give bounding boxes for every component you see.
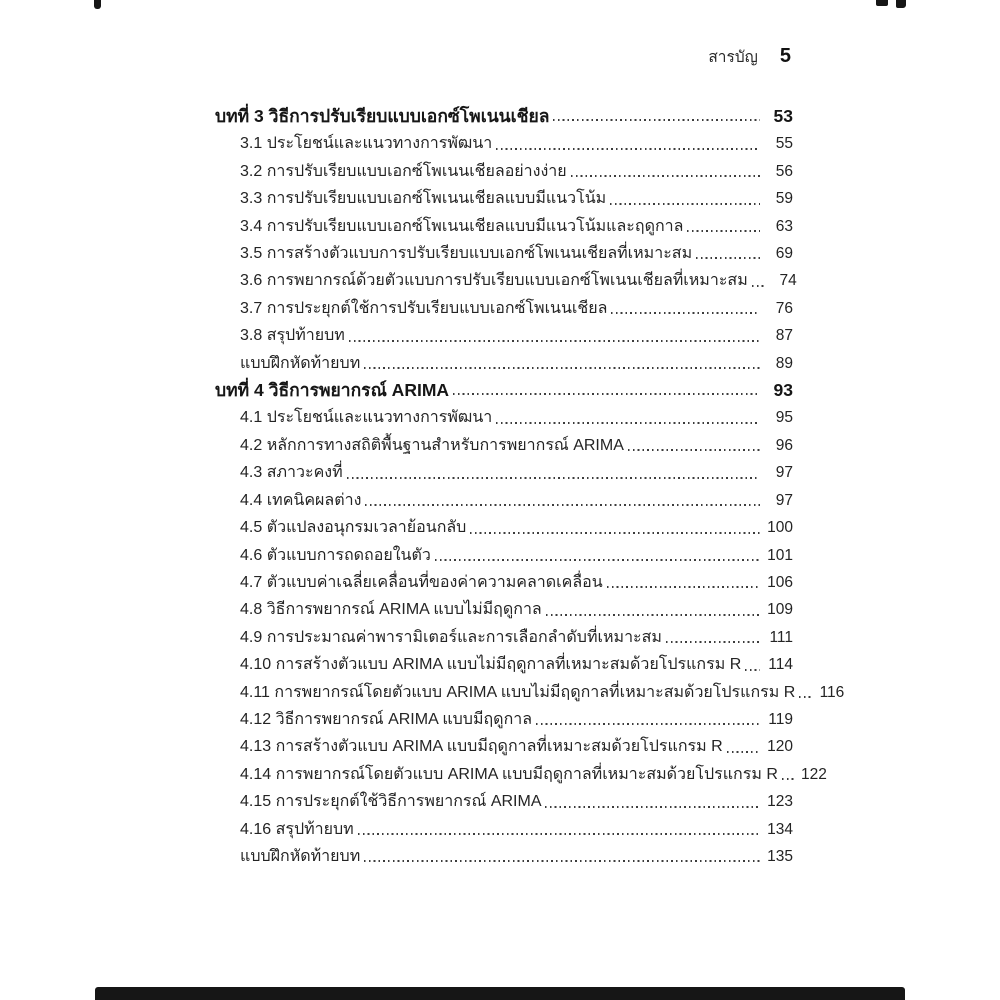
chapter-page: 93 (773, 380, 793, 401)
dot-leader (799, 696, 811, 698)
entry-label: 4.3 สภาวะคงที่ (240, 464, 343, 482)
entry-label: 4.15 การประยุกต์ใช้วิธีการพยากรณ์ ARIMA (240, 793, 542, 811)
entry-label: 4.5 ตัวแปลงอนุกรมเวลาย้อนกลับ (240, 519, 467, 537)
dot-leader (752, 285, 764, 287)
entry-page: 97 (775, 464, 793, 482)
dot-leader (745, 669, 760, 671)
entry-page: 100 (767, 519, 793, 537)
scan-edge-top-right-2 (896, 0, 906, 8)
scan-edge-top-right (876, 0, 888, 6)
entry-page: 106 (767, 573, 793, 591)
dot-leader (496, 422, 760, 424)
toc-entry-row (215, 487, 793, 514)
running-head (215, 44, 793, 69)
dot-leader (571, 175, 760, 177)
dot-leader (364, 860, 760, 862)
entry-label: 4.1 ประโยชน์และแนวทางการพัฒนา (240, 409, 493, 427)
entry-label: 4.11 การพยากรณ์โดยตัวแบบ ARIMA แบบไม่มีฤดูกาลที่เหมาะสมด้วยโปรแกรม R (240, 683, 796, 701)
toc-entry-row (215, 295, 793, 322)
dot-leader (349, 340, 760, 342)
entry-label: 3.8 สรุปท้ายบท (240, 327, 345, 345)
toc-entry-row (215, 651, 793, 678)
toc-entry-row (215, 542, 793, 569)
entry-label: 3.5 การสร้างตัวแบบการปรับเรียบแบบเอกซ์โพเนนเชียลที่เหมาะสม (240, 245, 693, 263)
dot-leader (536, 723, 760, 725)
toc-entry-row (215, 130, 793, 157)
entry-label: 3.2 การปรับเรียบแบบเอกซ์โพเนนเชียลอย่างง่าย (240, 162, 567, 180)
entry-page: 89 (775, 354, 793, 372)
dot-leader (470, 532, 760, 534)
entry-page: 111 (769, 628, 793, 646)
entry-page: 69 (775, 245, 793, 263)
dot-leader (607, 586, 760, 588)
dot-leader (453, 393, 760, 395)
entry-label: 4.12 วิธีการพยากรณ์ ARIMA แบบมีฤดูกาล (240, 710, 533, 728)
toc-entry-row (215, 350, 793, 377)
dot-leader (435, 559, 760, 561)
scan-edge-bottom-bar (95, 987, 905, 1000)
toc-entry-row (215, 761, 827, 788)
toc-entry-row (215, 404, 793, 431)
chapter-entries (215, 404, 845, 870)
entry-label: 3.4 การปรับเรียบแบบเอกซ์โพเนนเชียลแบบมีแนวโน้มและฤดูกาล (240, 217, 684, 235)
chapter-entries (215, 130, 797, 377)
entry-page: 134 (767, 820, 793, 838)
entry-page: 116 (819, 683, 845, 701)
toc-entry-row (215, 322, 793, 349)
dot-leader (628, 449, 760, 451)
toc-entry-row (215, 459, 793, 486)
running-head-title: สารบัญ (708, 49, 758, 66)
entry-page: 63 (775, 217, 793, 235)
entry-page: 135 (767, 847, 793, 865)
chapter-title: บทที่ 4 วิธีการพยากรณ์ ARIMA (215, 380, 450, 401)
dot-leader (610, 203, 760, 205)
entry-label: 3.1 ประโยชน์และแนวทางการพัฒนา (240, 135, 493, 153)
entry-page: 97 (775, 491, 793, 509)
entry-label: 4.14 การพยากรณ์โดยตัวแบบ ARIMA แบบมีฤดูกาลที่เหมาะสมด้วยโปรแกรม R (240, 765, 778, 783)
entry-page: 74 (779, 272, 797, 290)
entry-page: 101 (767, 546, 793, 564)
dot-leader (546, 614, 760, 616)
entry-label: 3.7 การประยุกต์ใช้การปรับเรียบแบบเอกซ์โพเนนเชียล (240, 299, 608, 317)
toc-entry-row (215, 514, 793, 541)
entry-label: 3.6 การพยากรณ์ด้วยตัวแบบการปรับเรียบแบบเอกซ์โพเนนเชียลที่เหมาะสม (240, 272, 748, 290)
entry-page: 120 (767, 738, 793, 756)
dot-leader (496, 148, 760, 150)
entry-page: 87 (775, 327, 793, 345)
toc-entry-row (215, 624, 793, 651)
toc-entry-row (215, 158, 793, 185)
dot-leader (611, 312, 760, 314)
entry-label: 4.9 การประมาณค่าพารามิเตอร์และการเลือกลำดับที่เหมาะสม (240, 628, 662, 646)
toc-entry-row (215, 213, 793, 240)
toc-chapter (215, 377, 845, 870)
entry-page: 109 (767, 601, 793, 619)
entry-label: 4.2 หลักการทางสถิติพื้นฐานสำหรับการพยากรณ์ ARIMA (240, 436, 624, 454)
entry-page: 95 (775, 409, 793, 427)
toc-entry-row (215, 843, 793, 870)
entry-page: 76 (775, 299, 793, 317)
dot-leader (365, 504, 760, 506)
entry-label: 4.13 การสร้างตัวแบบ ARIMA แบบมีฤดูกาลที่เหมาะสมด้วยโปรแกรม R (240, 738, 723, 756)
scan-edge-top-left (94, 0, 101, 9)
entry-label: 4.4 เทคนิคผลต่าง (240, 491, 362, 509)
entry-page: 122 (801, 765, 827, 783)
toc-chapter (215, 103, 797, 377)
dot-leader (727, 751, 760, 753)
dot-leader (347, 477, 760, 479)
toc-entry-row (215, 267, 797, 294)
toc-entry-row (215, 569, 793, 596)
entry-page: 96 (775, 436, 793, 454)
dot-leader (666, 641, 760, 643)
toc-entry-row (215, 240, 793, 267)
entry-label: 4.16 สรุปท้ายบท (240, 820, 354, 838)
toc-entry-row (215, 596, 793, 623)
dot-leader (364, 367, 760, 369)
entry-page: 123 (767, 793, 793, 811)
dot-leader (782, 778, 794, 780)
dot-leader (358, 833, 760, 835)
toc (215, 103, 845, 870)
entry-label: 3.3 การปรับเรียบแบบเอกซ์โพเนนเชียลแบบมีแนวโน้ม (240, 190, 607, 208)
entry-label: 4.8 วิธีการพยากรณ์ ARIMA แบบไม่มีฤดูกาล (240, 601, 542, 619)
dot-leader (545, 806, 760, 808)
entry-label: แบบฝึกหัดท้ายบท (240, 847, 361, 865)
chapter-page: 53 (773, 106, 793, 126)
entry-page: 55 (775, 135, 793, 153)
entry-label: แบบฝึกหัดท้ายบท (240, 354, 361, 372)
toc-entry-row (215, 733, 793, 760)
entry-page: 114 (768, 656, 793, 674)
entry-label: 4.10 การสร้างตัวแบบ ARIMA แบบไม่มีฤดูกาลที่เหมาะสมด้วยโปรแกรม R (240, 656, 742, 674)
dot-leader (553, 119, 760, 121)
chapter-heading-row (215, 103, 793, 130)
entry-label: 4.6 ตัวแบบการถดถอยในตัว (240, 546, 431, 564)
toc-entry-row (215, 679, 845, 706)
toc-entry-row (215, 816, 793, 843)
dot-leader (696, 257, 760, 259)
entry-label: 4.7 ตัวแบบค่าเฉลี่ยเคลื่อนที่ของค่าความคลาดเคลื่อน (240, 573, 603, 591)
dot-leader (687, 230, 760, 232)
page-content (215, 44, 845, 870)
running-head-page-number: 5 (779, 45, 791, 67)
entry-page: 56 (775, 162, 793, 180)
toc-entry-row (215, 788, 793, 815)
toc-entry-row (215, 432, 793, 459)
toc-entry-row (215, 706, 793, 733)
chapter-title: บทที่ 3 วิธีการปรับเรียบแบบเอกซ์โพเนนเชียล (215, 106, 550, 126)
chapter-heading-row (215, 377, 793, 404)
toc-entry-row (215, 185, 793, 212)
entry-page: 119 (768, 710, 793, 728)
entry-page: 59 (775, 190, 793, 208)
